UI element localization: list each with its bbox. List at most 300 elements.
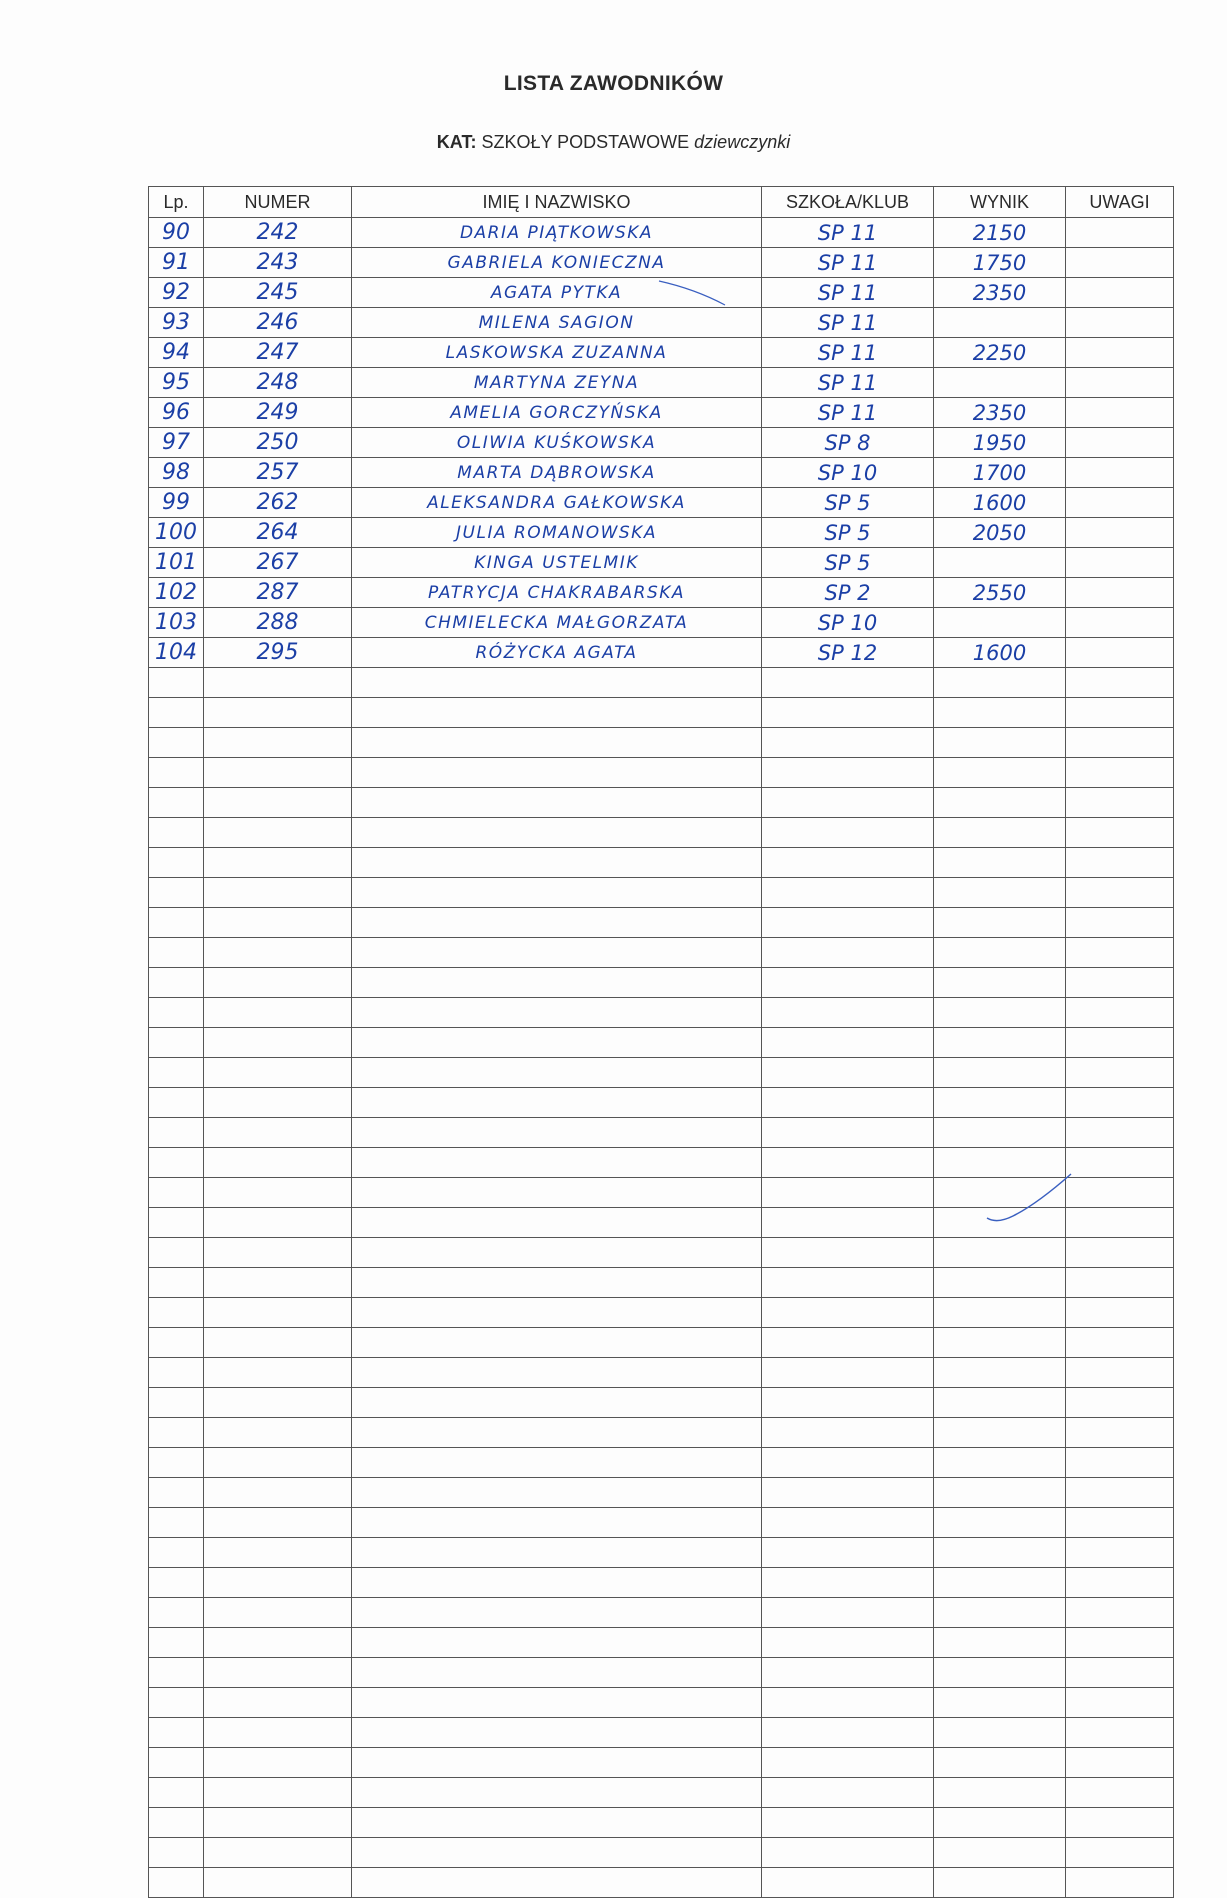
cell-num [204, 1718, 352, 1748]
cell-result [934, 1658, 1066, 1688]
table-row [149, 1538, 1174, 1568]
table-row [149, 1388, 1174, 1418]
cell-school [762, 1388, 934, 1418]
cell-name [352, 1388, 762, 1418]
table-row [149, 218, 1174, 248]
cell-lp: 102 [149, 578, 204, 608]
cell-name [352, 1868, 762, 1898]
cell-school [762, 1088, 934, 1118]
cell-school [762, 1058, 934, 1088]
cell-result [934, 1568, 1066, 1598]
cell-school [762, 1808, 934, 1838]
cell-lp [149, 1058, 204, 1088]
cell-result [934, 1058, 1066, 1088]
cell-school: SP 11 [762, 338, 934, 368]
cell-name [352, 758, 762, 788]
cell-lp [149, 1748, 204, 1778]
table-row [149, 1688, 1174, 1718]
cell-name: PATRYCJA CHAKRABARSKA [352, 578, 762, 608]
cell-notes [1066, 1088, 1174, 1118]
cell-name [352, 1538, 762, 1568]
cell-school [762, 1688, 934, 1718]
cell-name [352, 1718, 762, 1748]
cell-name [352, 1568, 762, 1598]
cell-result: 2150 [934, 218, 1066, 248]
table-row [149, 1268, 1174, 1298]
cell-result [934, 998, 1066, 1028]
cell-school: SP 5 [762, 548, 934, 578]
cell-result: 2050 [934, 518, 1066, 548]
cell-num [204, 1538, 352, 1568]
table-row [149, 368, 1174, 398]
table-row [149, 788, 1174, 818]
cell-notes [1066, 818, 1174, 848]
table-row [149, 1838, 1174, 1868]
cell-school [762, 788, 934, 818]
cell-num [204, 938, 352, 968]
cell-num [204, 1238, 352, 1268]
table-row [149, 1718, 1174, 1748]
cell-result [934, 1118, 1066, 1148]
cell-name [352, 998, 762, 1028]
cell-result [934, 878, 1066, 908]
cell-num [204, 998, 352, 1028]
cell-name [352, 1178, 762, 1208]
cell-school: SP 5 [762, 488, 934, 518]
table-row [149, 1238, 1174, 1268]
cell-result [934, 1328, 1066, 1358]
cell-lp: 90 [149, 218, 204, 248]
cell-notes [1066, 668, 1174, 698]
cell-lp: 101 [149, 548, 204, 578]
table-row [149, 938, 1174, 968]
cell-result [934, 788, 1066, 818]
cell-school [762, 1868, 934, 1898]
table-row [149, 608, 1174, 638]
cell-result [934, 908, 1066, 938]
cell-result [934, 1868, 1066, 1898]
cell-result [934, 1418, 1066, 1448]
table-row [149, 248, 1174, 278]
cell-lp [149, 1028, 204, 1058]
cell-name [352, 1358, 762, 1388]
cell-num [204, 818, 352, 848]
cell-lp: 103 [149, 608, 204, 638]
cell-name: CHMIELECKA MAŁGORZATA [352, 608, 762, 638]
table-row [149, 1478, 1174, 1508]
cell-notes [1066, 1508, 1174, 1538]
cell-num [204, 878, 352, 908]
cell-num [204, 1478, 352, 1508]
cell-lp: 92 [149, 278, 204, 308]
cell-name [352, 1778, 762, 1808]
cell-school [762, 1148, 934, 1178]
cell-notes [1066, 578, 1174, 608]
cell-lp [149, 1238, 204, 1268]
cell-lp [149, 788, 204, 818]
cell-school [762, 968, 934, 998]
cell-lp [149, 1838, 204, 1868]
cell-notes [1066, 758, 1174, 788]
cell-num [204, 1508, 352, 1538]
cell-lp [149, 818, 204, 848]
cell-result [934, 968, 1066, 998]
cell-school: SP 10 [762, 608, 934, 638]
cell-name: OLIWIA KUŚKOWSKA [352, 428, 762, 458]
cell-name [352, 938, 762, 968]
cell-notes [1066, 998, 1174, 1028]
cell-result [934, 308, 1066, 338]
cell-lp [149, 1148, 204, 1178]
cell-school [762, 1418, 934, 1448]
cell-result: 1600 [934, 638, 1066, 668]
cell-notes [1066, 308, 1174, 338]
cell-notes [1066, 338, 1174, 368]
cell-name [352, 968, 762, 998]
cell-name: ALEKSANDRA GAŁKOWSKA [352, 488, 762, 518]
cell-result: 2250 [934, 338, 1066, 368]
cell-school [762, 938, 934, 968]
cell-lp [149, 1808, 204, 1838]
cell-school [762, 1118, 934, 1148]
cell-school [762, 1838, 934, 1868]
cell-notes [1066, 608, 1174, 638]
cell-name [352, 1748, 762, 1778]
cell-name [352, 1808, 762, 1838]
cell-notes [1066, 398, 1174, 428]
cell-notes [1066, 1148, 1174, 1178]
cell-num [204, 1118, 352, 1148]
cell-lp: 100 [149, 518, 204, 548]
table-row [149, 1658, 1174, 1688]
cell-name [352, 1418, 762, 1448]
cell-num: 248 [204, 368, 352, 398]
cell-result [934, 1598, 1066, 1628]
cell-name [352, 1118, 762, 1148]
cell-num: 249 [204, 398, 352, 428]
cell-name: MARTA DĄBROWSKA [352, 458, 762, 488]
cell-notes [1066, 638, 1174, 668]
cell-name [352, 1448, 762, 1478]
cell-notes [1066, 878, 1174, 908]
cell-school [762, 1568, 934, 1598]
cell-lp [149, 728, 204, 758]
cell-result: 2350 [934, 278, 1066, 308]
cell-num [204, 728, 352, 758]
cell-result: 1950 [934, 428, 1066, 458]
cell-name [352, 1598, 762, 1628]
cell-num [204, 1358, 352, 1388]
cell-num [204, 1448, 352, 1478]
cell-notes [1066, 1298, 1174, 1328]
table-row [149, 1418, 1174, 1448]
cell-notes [1066, 218, 1174, 248]
cell-num [204, 758, 352, 788]
table-row [149, 908, 1174, 938]
cell-notes [1066, 368, 1174, 398]
table-header-row [149, 187, 1174, 218]
cell-name: AMELIA GORCZYŃSKA [352, 398, 762, 428]
cell-lp [149, 1478, 204, 1508]
cell-num [204, 1178, 352, 1208]
table-row [149, 968, 1174, 998]
cell-name [352, 1208, 762, 1238]
table-row [149, 1358, 1174, 1388]
cell-school [762, 878, 934, 908]
cell-school [762, 1448, 934, 1478]
cell-name: MILENA SAGION [352, 308, 762, 338]
cell-num: 243 [204, 248, 352, 278]
cell-result [934, 1388, 1066, 1418]
cell-lp [149, 1568, 204, 1598]
cell-result [934, 848, 1066, 878]
cell-name: AGATA PYTKA [352, 278, 762, 308]
cell-result: 1750 [934, 248, 1066, 278]
cell-lp: 99 [149, 488, 204, 518]
cell-school [762, 1658, 934, 1688]
cell-name [352, 668, 762, 698]
cell-num: 287 [204, 578, 352, 608]
cell-lp [149, 1688, 204, 1718]
cell-result [934, 1718, 1066, 1748]
cell-name [352, 1088, 762, 1118]
cell-notes [1066, 1208, 1174, 1238]
cell-school: SP 5 [762, 518, 934, 548]
cell-name [352, 788, 762, 818]
kat-label: KAT: [436, 132, 477, 152]
cell-school [762, 1358, 934, 1388]
cell-notes [1066, 1658, 1174, 1688]
cell-lp [149, 1298, 204, 1328]
cell-lp [149, 1508, 204, 1538]
cell-lp [149, 1778, 204, 1808]
table-row [149, 338, 1174, 368]
cell-num [204, 1058, 352, 1088]
cell-name [352, 1328, 762, 1358]
cell-notes [1066, 248, 1174, 278]
cell-lp [149, 1088, 204, 1118]
table-row [149, 1058, 1174, 1088]
cell-num: 264 [204, 518, 352, 548]
table-row [149, 1298, 1174, 1328]
cell-result [934, 938, 1066, 968]
cell-school [762, 1298, 934, 1328]
cell-num [204, 1208, 352, 1238]
cell-notes [1066, 968, 1174, 998]
cell-num [204, 908, 352, 938]
cell-result [934, 1478, 1066, 1508]
cell-num [204, 1418, 352, 1448]
cell-notes [1066, 848, 1174, 878]
cell-result [934, 1028, 1066, 1058]
cell-notes [1066, 1838, 1174, 1868]
cell-school [762, 1748, 934, 1778]
cell-school [762, 1268, 934, 1298]
cell-num: 247 [204, 338, 352, 368]
table-row [149, 1508, 1174, 1538]
cell-notes [1066, 938, 1174, 968]
cell-notes [1066, 788, 1174, 818]
table-row [149, 878, 1174, 908]
cell-num [204, 1268, 352, 1298]
cell-lp [149, 908, 204, 938]
cell-school: SP 10 [762, 458, 934, 488]
table-row [149, 998, 1174, 1028]
cell-school: SP 8 [762, 428, 934, 458]
cell-school [762, 1478, 934, 1508]
cell-result [934, 1688, 1066, 1718]
cell-notes [1066, 1268, 1174, 1298]
cell-result [934, 668, 1066, 698]
cell-result: 1700 [934, 458, 1066, 488]
cell-lp [149, 1658, 204, 1688]
cell-num [204, 1838, 352, 1868]
cell-name: JULIA ROMANOWSKA [352, 518, 762, 548]
cell-school [762, 848, 934, 878]
table-row [149, 638, 1174, 668]
table-row [149, 1028, 1174, 1058]
table-row [149, 518, 1174, 548]
table-row [149, 848, 1174, 878]
cell-result [934, 698, 1066, 728]
cell-name: RÓŻYCKA AGATA [352, 638, 762, 668]
table-row [149, 728, 1174, 758]
cell-result [934, 1448, 1066, 1478]
cell-notes [1066, 458, 1174, 488]
cell-notes [1066, 1358, 1174, 1388]
cell-result [934, 818, 1066, 848]
cell-school: SP 2 [762, 578, 934, 608]
table-row [149, 698, 1174, 728]
cell-num [204, 848, 352, 878]
table-row [149, 428, 1174, 458]
cell-name [352, 1688, 762, 1718]
category-note: dziewczynki [694, 132, 791, 152]
cell-num: 242 [204, 218, 352, 248]
cell-lp [149, 1328, 204, 1358]
cell-school: SP 11 [762, 278, 934, 308]
cell-num [204, 1148, 352, 1178]
cell-result: 1600 [934, 488, 1066, 518]
cell-lp: 96 [149, 398, 204, 428]
cell-num: 295 [204, 638, 352, 668]
cell-notes [1066, 1478, 1174, 1508]
table-row [149, 1868, 1174, 1898]
cell-result [934, 1538, 1066, 1568]
cell-lp [149, 848, 204, 878]
cell-num: 245 [204, 278, 352, 308]
cell-lp [149, 998, 204, 1028]
cell-num [204, 1778, 352, 1808]
cell-school [762, 1718, 934, 1748]
cell-notes [1066, 1628, 1174, 1658]
cell-num: 262 [204, 488, 352, 518]
cell-name: LASKOWSKA ZUZANNA [352, 338, 762, 368]
cell-name [352, 1508, 762, 1538]
cell-school [762, 758, 934, 788]
cell-name [352, 728, 762, 758]
cell-num [204, 698, 352, 728]
cell-notes [1066, 1868, 1174, 1898]
table-body [149, 218, 1174, 1898]
cell-notes [1066, 1538, 1174, 1568]
cell-lp [149, 1418, 204, 1448]
cell-lp: 93 [149, 308, 204, 338]
table-row [149, 818, 1174, 848]
table-row [149, 1448, 1174, 1478]
cell-notes [1066, 1178, 1174, 1208]
cell-school: SP 11 [762, 218, 934, 248]
cell-num [204, 1598, 352, 1628]
col-header-name: IMIĘ I NAZWISKO [352, 187, 762, 218]
cell-lp [149, 1358, 204, 1388]
table-row [149, 1778, 1174, 1808]
cell-school: SP 12 [762, 638, 934, 668]
cell-notes [1066, 1328, 1174, 1358]
cell-num [204, 1748, 352, 1778]
cell-school [762, 1778, 934, 1808]
cell-school [762, 1028, 934, 1058]
cell-lp: 94 [149, 338, 204, 368]
cell-name [352, 1238, 762, 1268]
cell-school [762, 998, 934, 1028]
cell-school [762, 908, 934, 938]
cell-name: GABRIELA KONIECZNA [352, 248, 762, 278]
cell-school [762, 1238, 934, 1268]
cell-notes [1066, 548, 1174, 578]
cell-school: SP 11 [762, 248, 934, 278]
cell-school [762, 728, 934, 758]
page-title: LISTA ZAWODNIKÓW [503, 72, 724, 95]
cell-lp [149, 1178, 204, 1208]
cell-lp [149, 1868, 204, 1898]
cell-name [352, 1148, 762, 1178]
cell-num [204, 1658, 352, 1688]
table-row [149, 458, 1174, 488]
cell-notes [1066, 1568, 1174, 1598]
table-row [149, 1568, 1174, 1598]
cell-num [204, 1628, 352, 1658]
cell-name [352, 1298, 762, 1328]
cell-result [934, 1238, 1066, 1268]
table-row [149, 548, 1174, 578]
table-row [149, 1118, 1174, 1148]
cell-num [204, 668, 352, 698]
cell-result [934, 608, 1066, 638]
cell-notes [1066, 1418, 1174, 1448]
cell-name [352, 1628, 762, 1658]
cell-result [934, 1298, 1066, 1328]
cell-num [204, 1568, 352, 1598]
cell-notes [1066, 518, 1174, 548]
pen-tick-mark [655, 275, 765, 325]
cell-result [934, 1778, 1066, 1808]
cell-result [934, 1268, 1066, 1298]
cell-name [352, 878, 762, 908]
category-name: SZKOŁY PODSTAWOWE [481, 132, 690, 152]
col-header-school: SZKOŁA/KLUB [762, 187, 934, 218]
cell-name: MARTYNA ZEYNA [352, 368, 762, 398]
cell-num: 257 [204, 458, 352, 488]
cell-lp [149, 1208, 204, 1238]
cell-lp [149, 1598, 204, 1628]
cell-notes [1066, 1808, 1174, 1838]
cell-result [934, 1838, 1066, 1868]
competitor-table [148, 186, 1174, 1898]
cell-notes [1066, 428, 1174, 458]
cell-result [934, 1628, 1066, 1658]
cell-notes [1066, 1448, 1174, 1478]
